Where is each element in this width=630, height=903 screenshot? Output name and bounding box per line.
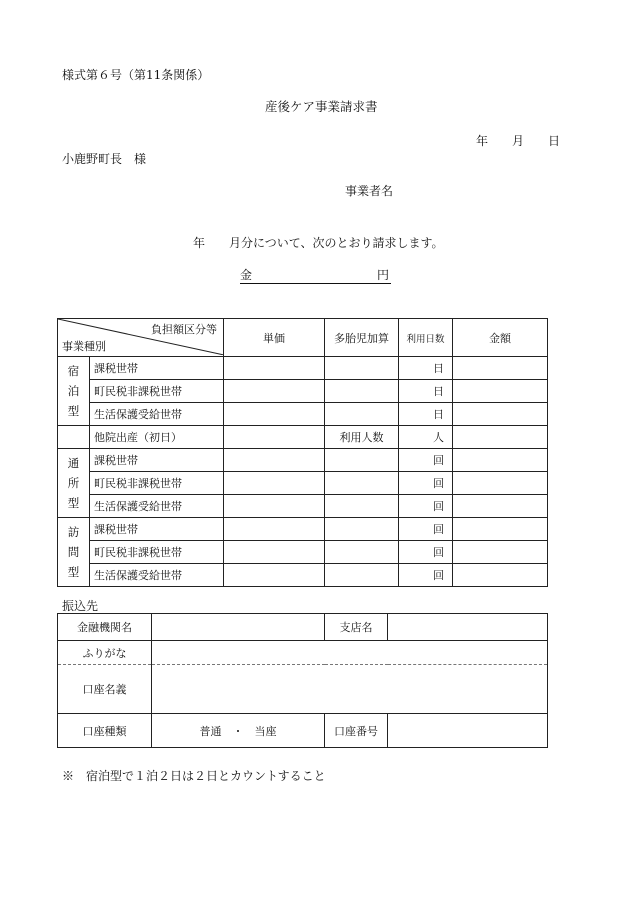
twin-cell[interactable]: [325, 541, 399, 564]
account-number-field[interactable]: [388, 714, 548, 748]
row-category: 町民税非課税世帯: [90, 541, 224, 564]
bank-name-label: 金融機関名: [58, 614, 152, 641]
furigana-field[interactable]: [152, 641, 548, 665]
type-label-visit: 訪 問 型: [58, 518, 90, 587]
header-diagonal-cell: [58, 319, 224, 357]
amount-cell[interactable]: [453, 426, 548, 449]
row-category: 他院出産（初日）: [90, 426, 224, 449]
twin-cell[interactable]: [325, 357, 399, 380]
unit-price-cell[interactable]: [224, 495, 325, 518]
request-sentence: 年 月分について、次のとおり請求します。: [193, 236, 444, 250]
amount-cell[interactable]: [453, 380, 548, 403]
amount-cell[interactable]: [453, 495, 548, 518]
account-number-label: 口座番号: [325, 714, 388, 748]
row-category: 課税世帯: [90, 518, 224, 541]
document-title: 産後ケア事業請求書: [265, 99, 378, 114]
twin-cell[interactable]: [325, 564, 399, 587]
days-unit: 回: [399, 518, 453, 541]
account-type-label: 口座種類: [58, 714, 152, 748]
days-unit: 回: [399, 541, 453, 564]
account-holder-label: 口座名義: [58, 665, 152, 714]
header-business-type: 事業種別: [62, 340, 106, 353]
amount-cell[interactable]: [453, 518, 548, 541]
unit-price-cell[interactable]: [224, 449, 325, 472]
addressee: 小鹿野町長 様: [62, 152, 147, 166]
amount-cell[interactable]: [453, 403, 548, 426]
days-unit: 日: [399, 357, 453, 380]
account-holder-field[interactable]: [152, 665, 548, 714]
header-burden-category: 負担額区分等: [151, 323, 217, 336]
amount-cell[interactable]: [453, 472, 548, 495]
amount-cell[interactable]: [453, 357, 548, 380]
bank-name-field[interactable]: [152, 614, 325, 641]
business-name-label: 事業者名: [345, 184, 394, 198]
row-category: 課税世帯: [90, 357, 224, 380]
unit-price-cell[interactable]: [224, 380, 325, 403]
twin-cell-users: 利用人数: [325, 426, 399, 449]
bank-section-heading: 振込先: [62, 599, 99, 613]
twin-cell[interactable]: [325, 403, 399, 426]
type-label-stay-continued: [58, 426, 90, 449]
type-label-daycare: 通 所 型: [58, 449, 90, 518]
days-unit: 回: [399, 472, 453, 495]
branch-field[interactable]: [388, 614, 548, 641]
unit-price-cell[interactable]: [224, 564, 325, 587]
header-twin-addition: 多胎児加算: [325, 319, 399, 357]
row-category: 生活保護受給世帯: [90, 495, 224, 518]
days-unit: 回: [399, 564, 453, 587]
twin-cell[interactable]: [325, 472, 399, 495]
twin-cell[interactable]: [325, 449, 399, 472]
unit-price-cell[interactable]: [224, 403, 325, 426]
amount-line: [240, 266, 391, 284]
days-unit: 回: [399, 449, 453, 472]
twin-cell[interactable]: [325, 380, 399, 403]
row-category: 生活保護受給世帯: [90, 564, 224, 587]
header-days-used: 利用日数: [399, 319, 453, 357]
unit-price-cell[interactable]: [224, 357, 325, 380]
unit-price-cell[interactable]: [224, 472, 325, 495]
twin-cell[interactable]: [325, 495, 399, 518]
row-category: 町民税非課税世帯: [90, 472, 224, 495]
unit-price-cell[interactable]: [224, 426, 325, 449]
header-amount: 金額: [453, 319, 548, 357]
amount-cell[interactable]: [453, 449, 548, 472]
row-category: 課税世帯: [90, 449, 224, 472]
bank-table: [57, 613, 548, 748]
unit-price-cell[interactable]: [224, 518, 325, 541]
header-unit-price: 単価: [224, 319, 325, 357]
row-category: 町民税非課税世帯: [90, 380, 224, 403]
billing-table: [57, 318, 548, 587]
days-unit: 回: [399, 495, 453, 518]
amount-cell[interactable]: [453, 564, 548, 587]
row-category: 生活保護受給世帯: [90, 403, 224, 426]
branch-label: 支店名: [325, 614, 388, 641]
date-line: 年 月 日: [476, 134, 561, 148]
unit-price-cell[interactable]: [224, 541, 325, 564]
furigana-label: ふりがな: [58, 641, 152, 665]
type-label-stay: 宿 泊 型: [58, 357, 90, 426]
form-number: 様式第６号（第11条関係）: [62, 68, 210, 82]
twin-cell[interactable]: [325, 518, 399, 541]
days-unit: 日: [399, 403, 453, 426]
days-unit: 日: [399, 380, 453, 403]
days-unit: 人: [399, 426, 453, 449]
account-type-options[interactable]: 普通 ・ 当座: [152, 714, 325, 748]
amount-prefix: 金: [240, 268, 253, 282]
amount-suffix: 円: [376, 268, 389, 282]
amount-cell[interactable]: [453, 541, 548, 564]
footnote: ※ 宿泊型で１泊２日は２日とカウントすること: [62, 769, 326, 783]
